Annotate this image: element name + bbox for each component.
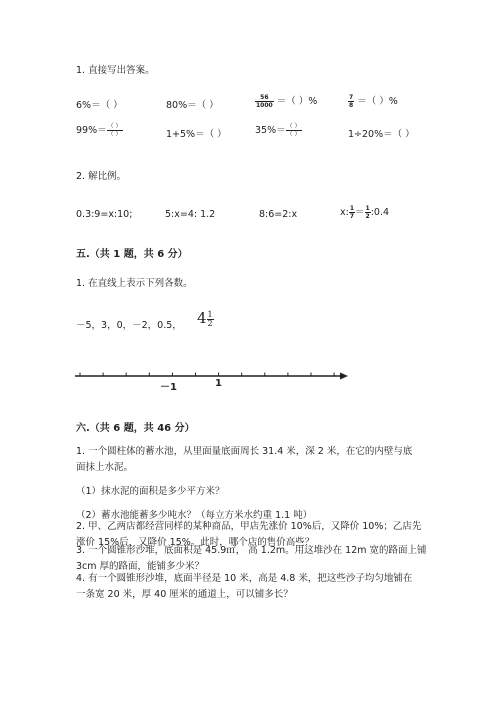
section-6-heading: 六.（共 6 题，共 46 分） [76, 423, 195, 434]
text-line: 4. 有一个圆锥形沙堆，底面半径是 10 米，高是 4.8 米，把这些沙子均匀地铺在 [76, 573, 413, 584]
equals-sign: ＝ [355, 207, 365, 218]
text-line: 涨价 15%后，又降价 15%。此时，哪个店的售价高些？ [76, 537, 315, 548]
numerator: 56 [255, 94, 274, 102]
expression: :0.4 [370, 207, 390, 218]
s6-q1-sub2: （2）蓄水池能蓄多少吨水？（每立方米水约重 1.1 吨） [76, 510, 313, 521]
q2-item-2: 5:x=4: 1.2 [165, 209, 216, 220]
numerator: 1 [207, 309, 213, 319]
s5-number-list: －5，3，0，－2，0.5， [76, 320, 182, 331]
text-line: 1. 一个圆柱体的蓄水池，从里面量底面周长 31.4 米，深 2 米，在它的内壁与底 [76, 446, 413, 457]
number-line-arrow [340, 373, 348, 380]
section-5-heading: 五.（共 1 题，共 6 分） [76, 249, 188, 260]
s6-q1 [76, 444, 412, 476]
answer-blank: ＝（ ）% [276, 96, 318, 107]
denominator: 2 [207, 318, 213, 328]
axis-label-neg-1: －1 [160, 382, 177, 393]
denominator: 7 [349, 213, 355, 220]
denominator: 1000 [256, 102, 273, 109]
expression: 99%＝ [76, 125, 107, 136]
denominator: （ ） [107, 131, 122, 138]
text-line: 3. 一个圆锥形沙堆，底面积是 45.9㎡， 高 1.2m。用这堆沙在 12m 宽的路面上铺 [76, 545, 427, 556]
text-line: 一条宽 20 米，厚 40 厘米的通道上，可以铺多长？ [76, 589, 293, 600]
numerator: （ ） [107, 123, 122, 130]
denominator: 8 [349, 102, 354, 109]
axis-label-1: 1 [215, 378, 222, 389]
numerator: 1 [349, 205, 355, 212]
q1-item-6pct: 6%＝（ ） [76, 100, 123, 111]
whole-part: 4 [197, 309, 207, 327]
text-line: 3cm 厚的路面，能铺多少米？ [76, 561, 205, 572]
expression: x: [340, 207, 349, 218]
s6-q4 [76, 571, 412, 603]
q2-title: 2. 解比例。 [76, 171, 127, 182]
text-line: 面抹上水泥。 [76, 462, 134, 473]
numerator: 7 [349, 94, 354, 101]
q2-item-1: 0.3:9=x:10; [76, 209, 133, 220]
q1-item-80pct: 80%＝（ ） [166, 100, 219, 111]
expression: 35%＝ [255, 125, 286, 136]
s5-q1-title: 1. 在直线上表示下列各数。 [76, 278, 193, 289]
text-line: 2. 甲、乙两店都经营同样的某种商品，甲店先涨价 10%后，又降价 10%；乙店先 [76, 521, 422, 532]
q1-item-1plus5pct: 1+5%＝（ ） [166, 129, 227, 140]
numerator: （ ） [286, 123, 301, 130]
q1-title: 1. 直接写出答案。 [76, 65, 155, 76]
answer-blank: ＝（ ）% [357, 96, 398, 107]
s6-q1-sub1: （1）抹水泥的面积是多少平方米？ [76, 486, 225, 497]
q1-item-1div20pct: 1÷20%＝（ ） [348, 129, 415, 140]
q2-item-3: 8:6=2:x [259, 209, 298, 220]
denominator: （ ） [286, 131, 301, 138]
denominator: 2 [365, 213, 370, 220]
numerator: 1 [365, 205, 370, 212]
